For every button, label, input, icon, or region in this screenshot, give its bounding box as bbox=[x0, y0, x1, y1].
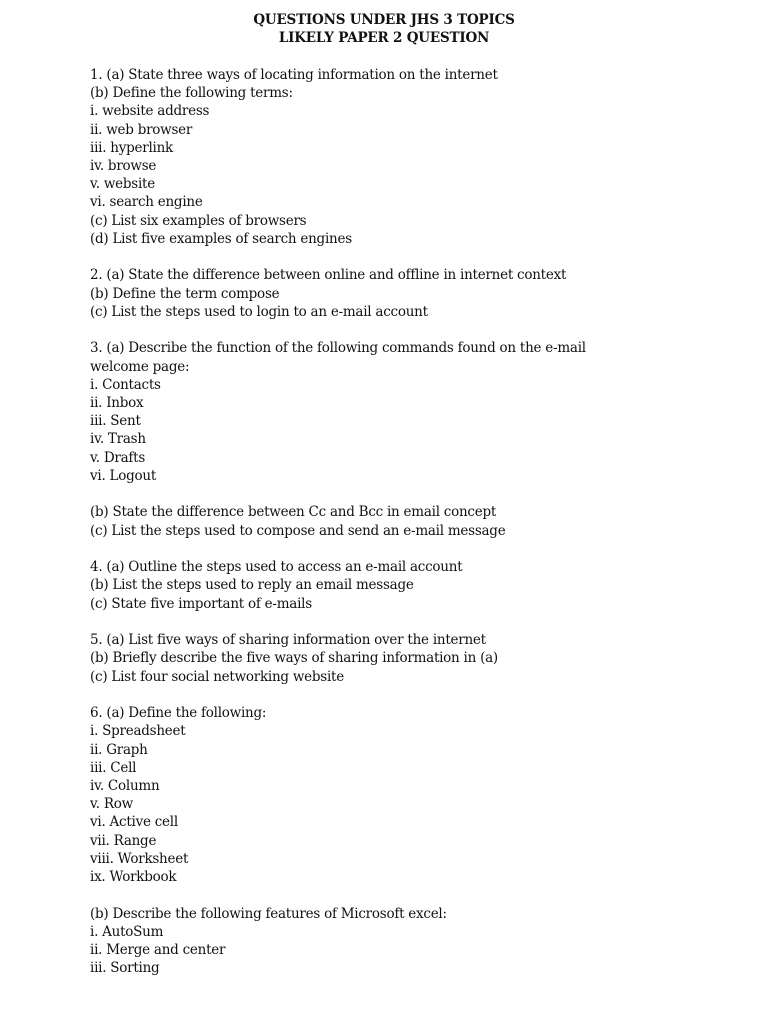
question-block bbox=[90, 905, 730, 978]
question-line: i. Contacts bbox=[90, 376, 161, 393]
block-spacer bbox=[90, 540, 730, 558]
question-line: iii. Sent bbox=[90, 413, 141, 430]
question-block bbox=[90, 704, 730, 886]
question-line: vii. Range bbox=[90, 832, 157, 849]
question-line: 5. (a) List five ways of sharing information over the internet bbox=[90, 632, 486, 649]
question-line: iii. hyperlink bbox=[90, 139, 173, 156]
block-spacer bbox=[90, 686, 730, 704]
question-line: 2. (a) State the difference between online and offline in internet context bbox=[90, 267, 567, 284]
question-block bbox=[90, 339, 730, 485]
question-line: 6. (a) Define the following: bbox=[90, 705, 267, 722]
question-line: (b) Describe the following features of Microsoft excel: bbox=[90, 905, 447, 922]
question-block bbox=[90, 631, 730, 686]
question-line: ii. Inbox bbox=[90, 395, 144, 412]
question-line: i. Spreadsheet bbox=[90, 723, 186, 740]
question-line: iii. Cell bbox=[90, 759, 137, 776]
question-line: ii. Merge and center bbox=[90, 942, 226, 959]
question-line: v. Drafts bbox=[90, 449, 146, 466]
question-block bbox=[90, 503, 730, 539]
question-line: (c) List six examples of browsers bbox=[90, 212, 307, 229]
block-spacer bbox=[90, 248, 730, 266]
question-line: vi. Logout bbox=[90, 467, 157, 484]
question-line: i. AutoSum bbox=[90, 923, 164, 940]
question-line: (b) State the difference between Cc and Bcc in email concept bbox=[90, 504, 497, 521]
question-block bbox=[90, 558, 730, 613]
title-line-2: LIKELY PAPER 2 QUESTION bbox=[278, 30, 490, 46]
document-title bbox=[0, 11, 768, 47]
question-line: (c) List the steps used to login to an e-mail account bbox=[90, 303, 428, 320]
question-line: ii. web browser bbox=[90, 121, 193, 138]
question-line: 1. (a) State three ways of locating information on the internet bbox=[90, 67, 498, 83]
question-line: (b) Define the following terms: bbox=[90, 85, 293, 102]
question-line: v. Row bbox=[90, 796, 133, 813]
question-block bbox=[90, 266, 730, 321]
question-line: v. website bbox=[90, 176, 155, 193]
question-line: welcome page: bbox=[90, 358, 190, 375]
question-line: (c) List the steps used to compose and send an e-mail message bbox=[90, 522, 506, 539]
question-line: (d) List five examples of search engines bbox=[90, 230, 352, 247]
question-line: (b) Briefly describe the five ways of sharing information in (a) bbox=[90, 650, 498, 667]
question-line: iv. Trash bbox=[90, 431, 146, 448]
question-line: (b) Define the term compose bbox=[90, 285, 280, 302]
question-line: (c) State five important of e-mails bbox=[90, 595, 312, 612]
question-line: iii. Sorting bbox=[90, 960, 160, 977]
question-line: (b) List the steps used to reply an email message bbox=[90, 577, 414, 594]
question-line: vi. Active cell bbox=[90, 814, 178, 831]
block-spacer bbox=[90, 321, 730, 339]
title-line-1: QUESTIONS UNDER JHS 3 TOPICS bbox=[253, 12, 515, 28]
question-block bbox=[90, 66, 730, 248]
block-spacer bbox=[90, 613, 730, 631]
question-line: 3. (a) Describe the function of the following commands found on the e-mail bbox=[90, 340, 586, 357]
question-line: 4. (a) Outline the steps used to access an e-mail account bbox=[90, 559, 463, 576]
block-spacer bbox=[90, 886, 730, 904]
question-line: iv. browse bbox=[90, 158, 157, 175]
question-line: i. website address bbox=[90, 103, 210, 120]
question-line: (c) List four social networking website bbox=[90, 668, 344, 685]
question-line: iv. Column bbox=[90, 778, 160, 795]
question-line: viii. Worksheet bbox=[90, 850, 189, 867]
question-line: ix. Workbook bbox=[90, 869, 177, 886]
block-spacer bbox=[90, 485, 730, 503]
question-list bbox=[90, 66, 730, 977]
question-line: vi. search engine bbox=[90, 194, 203, 211]
question-line: ii. Graph bbox=[90, 741, 148, 758]
